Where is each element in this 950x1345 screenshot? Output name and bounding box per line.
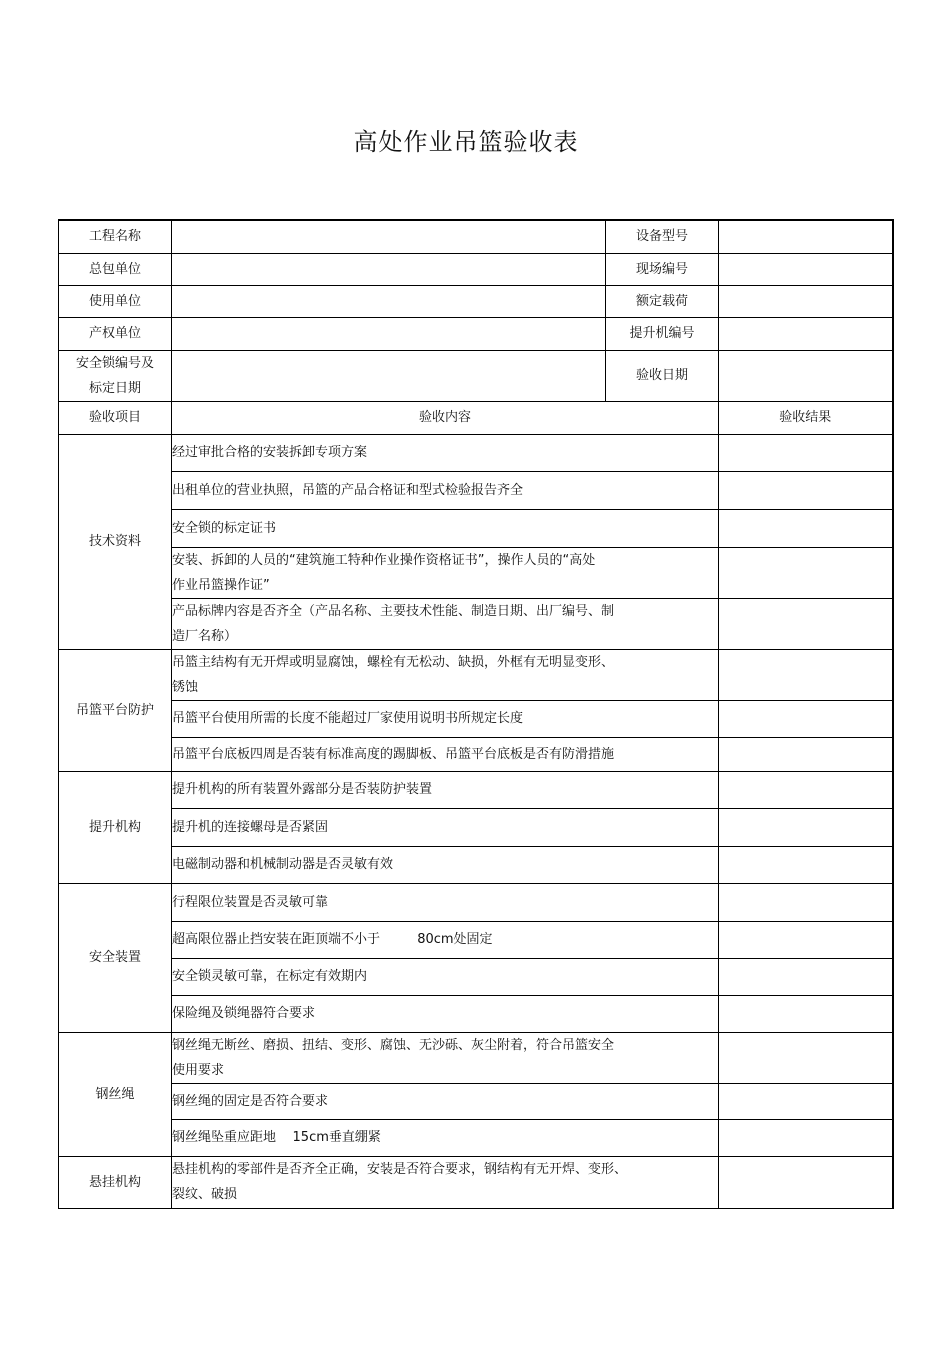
check-result-field[interactable] <box>719 883 893 921</box>
info-label-cell <box>59 253 172 285</box>
check-result-field[interactable] <box>719 547 893 598</box>
info-label: 使用单位 <box>88 293 141 309</box>
check-content <box>172 958 719 995</box>
check-row <box>59 471 893 509</box>
check-row <box>59 883 893 921</box>
check-content <box>172 700 719 737</box>
check-content <box>172 509 719 547</box>
check-result-field[interactable] <box>719 1083 893 1119</box>
check-content <box>172 434 719 471</box>
info-label-line: 安全锁编号及 <box>75 355 154 371</box>
info-label2: 设备型号 <box>606 220 719 253</box>
check-content-line: 行程限位装置是否灵敏可靠 <box>172 894 329 910</box>
check-row <box>59 995 893 1032</box>
check-result-field[interactable] <box>719 1156 893 1208</box>
check-content-line: 出租单位的营业执照，吊篮的产品合格证和型式检验报告齐全 <box>172 482 524 498</box>
info-value2-field[interactable] <box>719 220 893 253</box>
check-content <box>172 1119 719 1156</box>
check-row <box>59 1032 893 1083</box>
info-label2: 验收日期 <box>606 350 719 401</box>
check-result-field[interactable] <box>719 471 893 509</box>
info-row <box>59 253 893 285</box>
check-content <box>172 598 719 649</box>
page-title: 高处作业吊篮验收表 <box>353 128 579 156</box>
check-content <box>172 1156 719 1208</box>
check-content-line: 安装、拆卸的人员的“建筑施工特种作业操作资格证书”，操作人员的“高处 <box>172 552 596 568</box>
check-content-line: 吊篮主结构有无开焊或明显腐蚀，螺栓有无松动、缺损，外框有无明显变形、 <box>172 654 615 670</box>
check-row <box>59 1083 893 1119</box>
check-content-line: 安全锁灵敏可靠，在标定有效期内 <box>172 969 368 984</box>
check-content-line: 悬挂机构的零部件是否齐全正确，安装是否符合要求，钢结构有无开焊、变形、 <box>172 1162 628 1177</box>
info-label2: 现场编号 <box>606 253 719 285</box>
check-content-line: 提升机的连接螺母是否紧固 <box>172 819 329 835</box>
check-row <box>59 737 893 771</box>
info-label2: 提升机编号 <box>606 317 719 350</box>
check-content <box>172 649 719 700</box>
check-content-line: 作业吊篮操作证” <box>172 577 270 593</box>
check-content <box>172 846 719 883</box>
info-value2-field[interactable] <box>719 285 893 317</box>
check-result-field[interactable] <box>719 1119 893 1156</box>
info-label: 工程名称 <box>88 229 141 245</box>
check-row <box>59 921 893 958</box>
check-content-line: 超高限位器止挡安装在距顶端不小于 80cm处固定 <box>172 932 493 947</box>
check-content-line: 经过审批合格的安装拆卸专项方案 <box>172 445 368 460</box>
header-content: 验收内容 <box>172 401 719 434</box>
info-row <box>59 285 893 317</box>
check-row <box>59 598 893 649</box>
header-item: 验收项目 <box>59 401 172 434</box>
check-content-line: 电磁制动器和机械制动器是否灵敏有效 <box>172 857 394 872</box>
info-value-field[interactable] <box>172 220 606 253</box>
check-row <box>59 547 893 598</box>
check-content <box>172 995 719 1032</box>
check-result-field[interactable] <box>719 771 893 808</box>
check-content-line: 钢丝绳的固定是否符合要求 <box>172 1093 329 1109</box>
check-content-line: 安全锁的标定证书 <box>172 520 277 536</box>
check-result-field[interactable] <box>719 700 893 737</box>
check-result-field[interactable] <box>719 737 893 771</box>
check-content <box>172 808 719 846</box>
info-value-field[interactable] <box>172 253 606 285</box>
check-content-line: 使用要求 <box>172 1062 225 1078</box>
info-value-field[interactable] <box>172 285 606 317</box>
info-label-line: 标定日期 <box>88 380 141 396</box>
check-content-line: 裂纹、破损 <box>172 1187 238 1202</box>
check-result-field[interactable] <box>719 1032 893 1083</box>
section-name: 钢丝绳 <box>59 1032 172 1156</box>
info-label2: 额定载荷 <box>606 285 719 317</box>
check-row <box>59 846 893 883</box>
info-label-cell <box>59 285 172 317</box>
info-label-cell <box>59 350 172 401</box>
section-name: 吊篮平台防护 <box>59 649 172 771</box>
check-content-line: 产品标牌内容是否齐全（产品名称、主要技术性能、制造日期、出厂编号、制 <box>172 603 615 619</box>
check-content <box>172 1032 719 1083</box>
check-result-field[interactable] <box>719 598 893 649</box>
info-value2-field[interactable] <box>719 350 893 401</box>
check-content-line: 保险绳及锁绳器符合要求 <box>172 1006 316 1021</box>
info-label: 产权单位 <box>88 326 141 341</box>
check-content <box>172 883 719 921</box>
check-result-field[interactable] <box>719 921 893 958</box>
check-result-field[interactable] <box>719 846 893 883</box>
info-row <box>59 220 893 253</box>
check-row <box>59 434 893 471</box>
check-result-field[interactable] <box>719 808 893 846</box>
check-content <box>172 921 719 958</box>
check-content <box>172 471 719 509</box>
check-content-line: 锈蚀 <box>172 679 199 695</box>
check-result-field[interactable] <box>719 649 893 700</box>
info-value2-field[interactable] <box>719 317 893 350</box>
check-content-line: 钢丝绳无断丝、磨损、扭结、变形、腐蚀、无沙砾、灰尘附着，符合吊篮安全 <box>172 1037 615 1053</box>
check-result-field[interactable] <box>719 434 893 471</box>
check-content <box>172 771 719 808</box>
section-name: 安全装置 <box>59 883 172 1032</box>
check-row <box>59 649 893 700</box>
check-content-line: 钢丝绳坠重应距地 15cm垂直绷紧 <box>172 1130 381 1145</box>
check-row <box>59 1119 893 1156</box>
check-row <box>59 958 893 995</box>
section-name: 提升机构 <box>59 771 172 883</box>
check-row <box>59 700 893 737</box>
header-result: 验收结果 <box>719 401 893 434</box>
check-content <box>172 547 719 598</box>
info-row <box>59 350 893 401</box>
info-value-field[interactable] <box>172 350 606 401</box>
check-row <box>59 509 893 547</box>
section-name: 技术资料 <box>59 434 172 649</box>
info-value-field[interactable] <box>172 317 606 350</box>
check-row <box>59 1156 893 1208</box>
check-result-field[interactable] <box>719 958 893 995</box>
check-result-field[interactable] <box>719 995 893 1032</box>
check-content-line: 提升机构的所有装置外露部分是否装防护装置 <box>172 782 433 797</box>
check-result-field[interactable] <box>719 509 893 547</box>
check-content <box>172 1083 719 1119</box>
check-row <box>59 771 893 808</box>
info-label-cell <box>59 317 172 350</box>
check-content-line: 吊篮平台使用所需的长度不能超过厂家使用说明书所规定长度 <box>172 711 524 726</box>
acceptance-table <box>58 219 894 1209</box>
check-content-line: 造厂名称） <box>172 628 238 644</box>
info-label-cell <box>59 220 172 253</box>
header-row <box>59 401 893 434</box>
check-row <box>59 808 893 846</box>
check-content-line: 吊篮平台底板四周是否装有标准高度的踢脚板、吊篮平台底板是否有防滑措施 <box>172 746 615 762</box>
section-name: 悬挂机构 <box>59 1156 172 1208</box>
info-label: 总包单位 <box>88 261 141 277</box>
check-content <box>172 737 719 771</box>
info-row <box>59 317 893 350</box>
info-value2-field[interactable] <box>719 253 893 285</box>
